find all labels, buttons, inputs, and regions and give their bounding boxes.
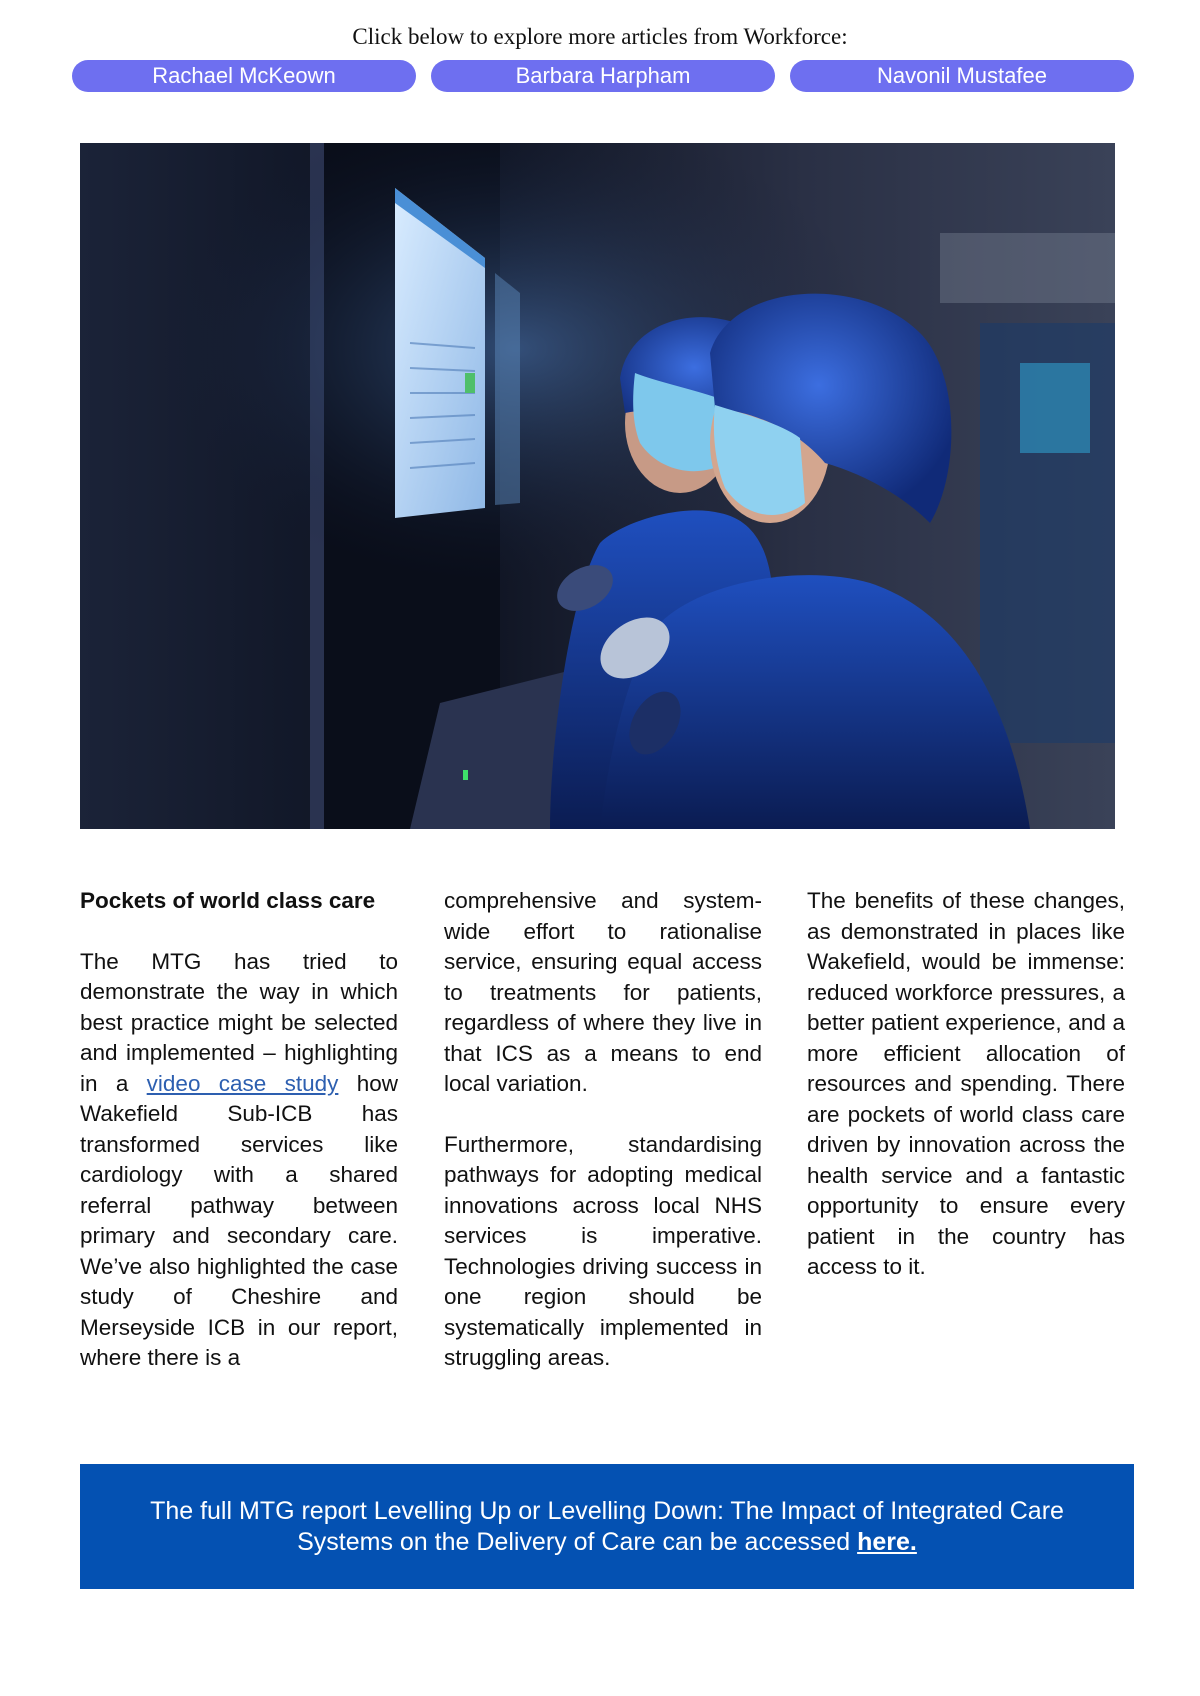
column-1-text-before-link: The MTG has tried to demonstrate the way in which best practice might be selected and implemented – highlighting in a — [80, 948, 398, 1096]
report-banner — [80, 1464, 1134, 1589]
article-column-3 — [807, 886, 1125, 1313]
surgeons-monitor-photo — [80, 143, 1115, 829]
column-1-text-after-link: how Wakefield Sub-ICB has transformed services like cardiology with a shared referral pathway between primary and secondary care. We’ve also highlighted the case study of Cheshire and Merseyside ICB in our report, where there is a — [80, 1070, 398, 1370]
column-2-paragraph-2: Furthermore, standardising pathways for adopting medical innovations across local NHS services is imperative. Technologies driving success in one region should be systematically implemented in struggling areas. — [444, 1131, 762, 1370]
article-column-2 — [444, 886, 762, 1404]
section-heading: Pockets of world class care — [80, 888, 376, 913]
column-3-paragraph-1: The benefits of these changes, as demonstrated in places like Wakefield, would be immense: reduced workforce pressures, a better patient experience, and a more efficient allocation of resources and spending. There are pockets of world class care driven by innovation across the health service and a fantastic opportunity to ensure every patient in the country has access to it. — [807, 888, 1125, 1279]
column-2-paragraph-1: comprehensive and system-wide effort to rationalise service, ensuring equal access to treatments for patients, regardless of where they live in that ICS as a means to end local variation. — [444, 888, 762, 1096]
video-case-study-link[interactable]: video case study — [146, 1070, 339, 1096]
author-button-rachael-mckeown[interactable]: Rachael McKeown — [72, 60, 416, 92]
report-banner-message: The full MTG report Levelling Up or Levelling Down: The Impact of Integrated Care Systems on the Delivery of Care can be accessed — [150, 1496, 1064, 1556]
column-1-paragraph — [80, 947, 398, 1374]
articles-prompt: Click below to explore more articles from Workforce: — [352, 24, 848, 49]
report-here-link[interactable]: here. — [857, 1527, 917, 1556]
article-column-1 — [80, 886, 398, 1404]
report-banner-text — [127, 1496, 1087, 1558]
author-button-barbara-harpham[interactable]: Barbara Harpham — [431, 60, 775, 92]
author-button-navonil-mustafee[interactable]: Navonil Mustafee — [790, 60, 1134, 92]
